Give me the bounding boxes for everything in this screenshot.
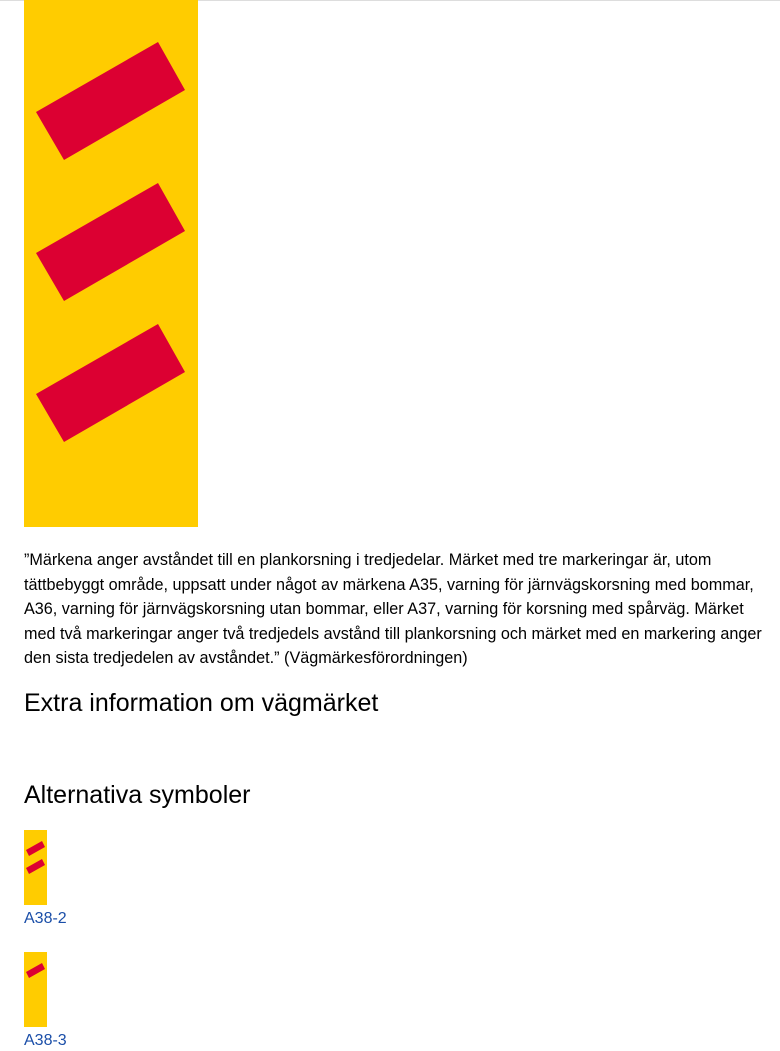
sign-background <box>24 952 47 1027</box>
heading-alternative-symbols: Alternativa symboler <box>24 781 251 809</box>
sign-a38-2-graphic <box>24 830 47 905</box>
sign-a38-1-graphic <box>24 0 198 527</box>
alt-symbol-thumbnail-a38-3[interactable] <box>24 952 47 1027</box>
alt-symbol-link-a38-3[interactable]: A38-3 <box>24 1032 67 1049</box>
alt-symbol-link-a38-2[interactable]: A38-2 <box>24 910 67 927</box>
sign-image-a38-1 <box>24 0 198 527</box>
heading-extra-info: Extra information om vägmärket <box>24 689 379 717</box>
sign-description: ”Märkena anger avståndet till en plankorsning i tredjedelar. Märket med tre markeringar är, utom tättbebyggt område, uppsatt under något av märkena A35, varning för järnvägskorsning med bommar, A36, varning för järnvägskorsning utan bommar, eller A37, varning för korsning med spårväg. Märket med två markeringar anger två tredjedels avstånd till plankorsning och märket med en markering anger den sista tredjedelen av avståndet.” (Vägmärkesförordningen) <box>24 551 762 667</box>
alt-symbol-thumbnail-a38-2[interactable] <box>24 830 47 905</box>
sign-a38-3-graphic <box>24 952 47 1027</box>
